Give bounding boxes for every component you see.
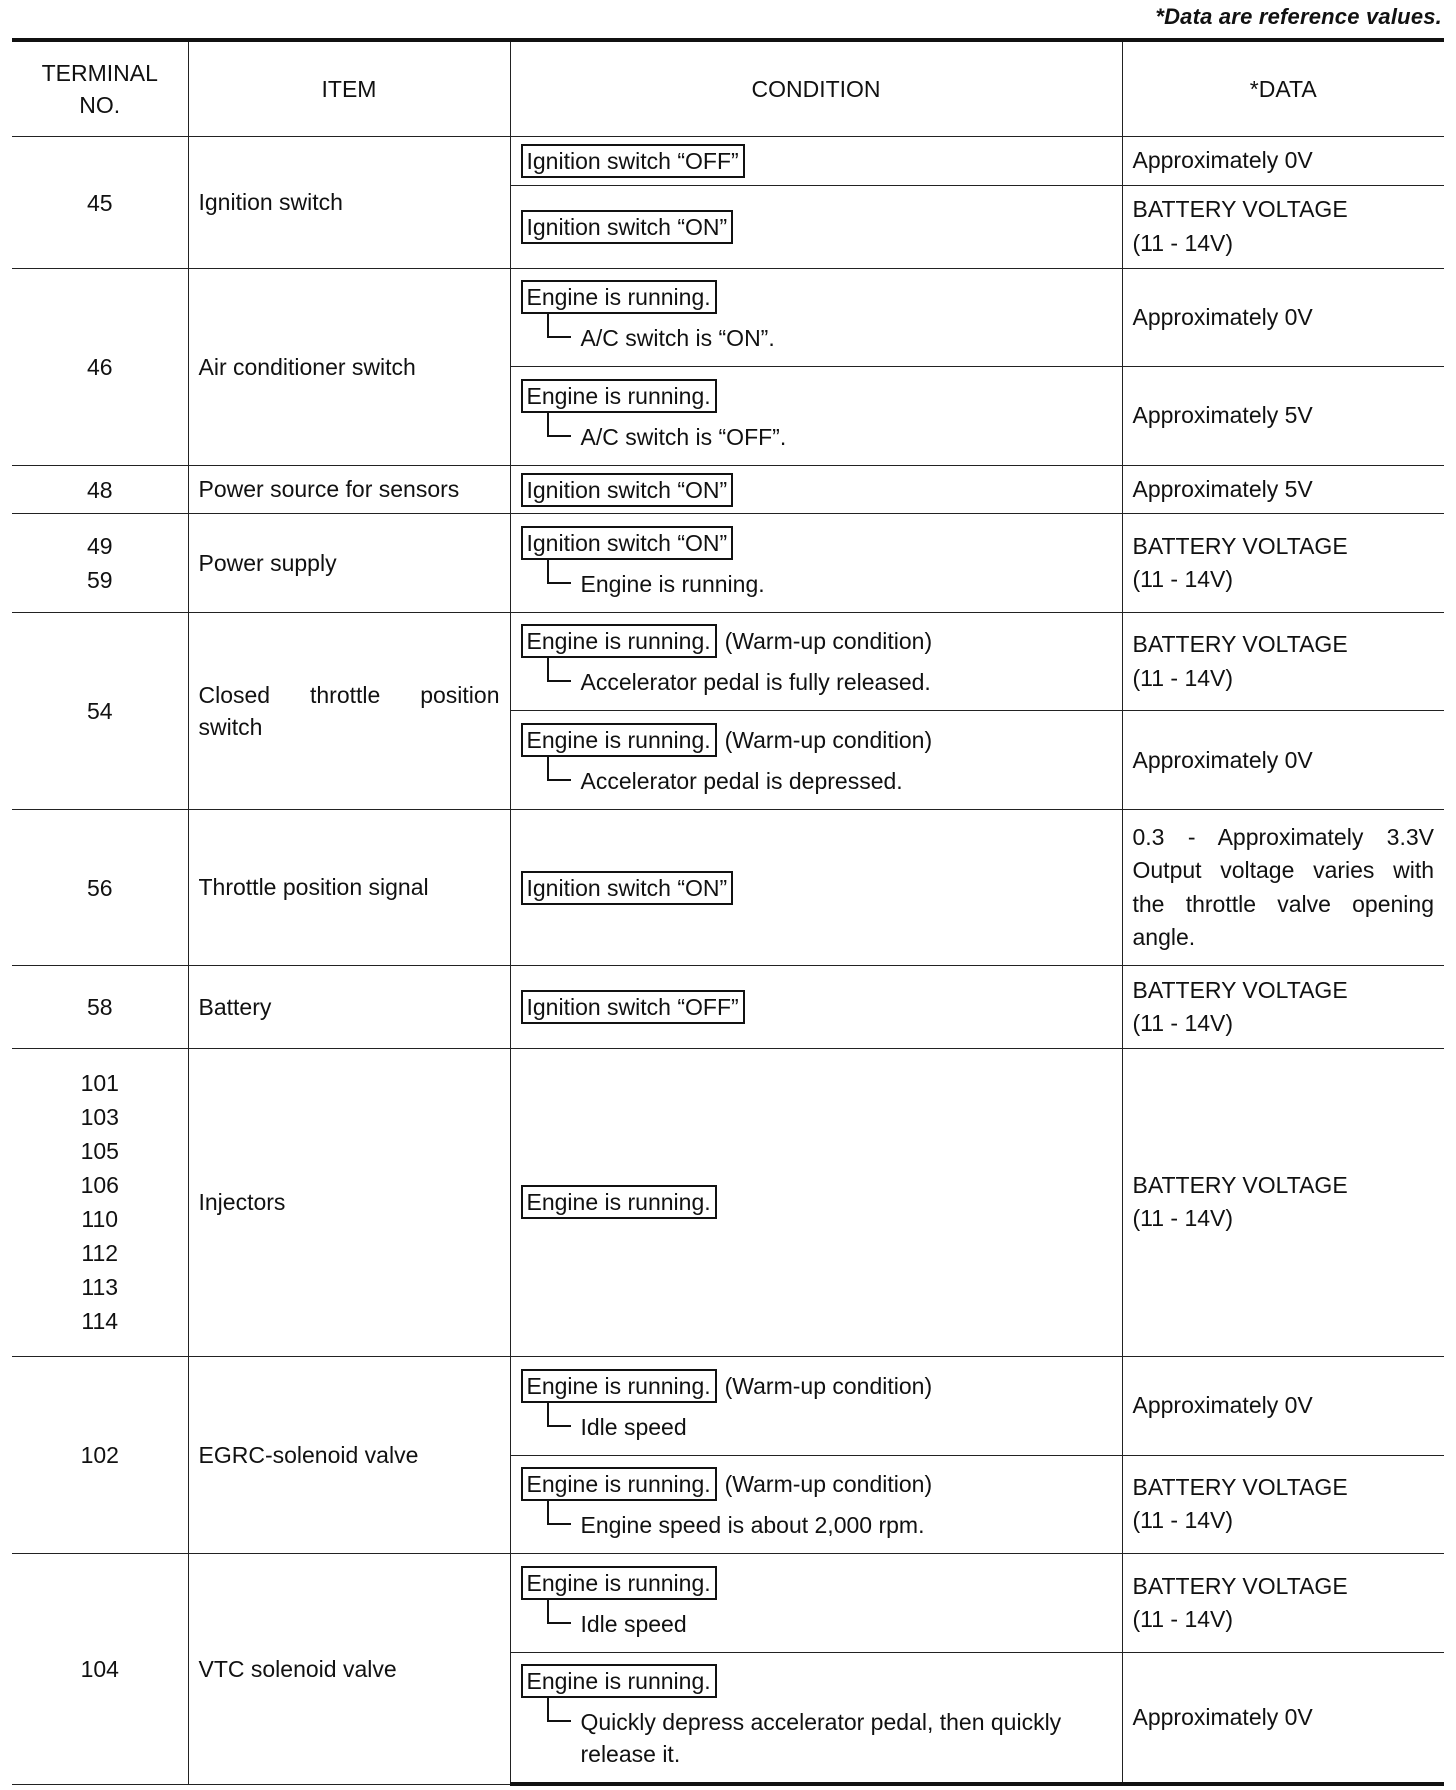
terminal-cell [12, 1048, 188, 1356]
data-line: (11 - 14V) [1132, 1605, 1234, 1632]
terminal-number: 104 [80, 1655, 119, 1682]
header-data [1122, 40, 1444, 137]
data-cell [1122, 137, 1444, 185]
table-row [12, 809, 1444, 965]
terminal-cell [12, 1554, 188, 1784]
condition-line [521, 280, 1112, 314]
terminal-number: 49 [86, 532, 113, 559]
header-data-label: *DATA [1249, 76, 1317, 103]
condition-subitem: Idle speed [547, 1608, 1112, 1640]
condition-subitem: Accelerator pedal is fully released. [547, 666, 1112, 698]
data-line: (11 - 14V) [1132, 229, 1234, 256]
header-condition [510, 40, 1122, 137]
condition-line [521, 1664, 1112, 1698]
terminal-cell [12, 465, 188, 513]
condition-cell [510, 612, 1122, 711]
condition-subitem: A/C switch is “OFF”. [547, 421, 1112, 453]
data-line: (11 - 14V) [1132, 565, 1234, 592]
item-cell: Throttle position signal [188, 809, 510, 965]
data-line: Approximately 0V [1132, 746, 1313, 773]
data-line: BATTERY VOLTAGE [1132, 631, 1348, 658]
data-line: BATTERY VOLTAGE [1132, 532, 1348, 559]
terminal-number: 59 [86, 566, 113, 593]
condition-box: Engine is running. [521, 379, 717, 413]
data-line: (11 - 14V) [1132, 1009, 1234, 1036]
condition-cell [510, 185, 1122, 268]
data-cell [1122, 514, 1444, 613]
condition-note: (Warm-up condition) [724, 628, 933, 655]
condition-subitem: A/C switch is “ON”. [547, 322, 1112, 354]
terminal-cell [12, 514, 188, 613]
terminal-number: 103 [80, 1104, 119, 1131]
data-line: Approximately 0V [1132, 1392, 1313, 1419]
terminal-number: 54 [86, 697, 113, 724]
condition-cell [510, 1455, 1122, 1554]
data-line: the throttle valve opening [1132, 890, 1434, 917]
terminal-cell [12, 1356, 188, 1553]
terminal-cell [12, 268, 188, 465]
condition-line [521, 1467, 1112, 1501]
terminal-cell [12, 612, 188, 809]
condition-line [521, 473, 1112, 507]
condition-box: Engine is running. [521, 1185, 717, 1219]
condition-subitem: Engine is running. [547, 568, 1112, 600]
data-line: 0.3 - Approximately 3.3V [1132, 823, 1434, 850]
condition-subitem: Accelerator pedal is depressed. [547, 765, 1112, 797]
condition-box: Ignition switch “ON” [521, 210, 734, 244]
data-cell [1122, 1048, 1444, 1356]
condition-box: Engine is running. [521, 280, 717, 314]
data-line: (11 - 14V) [1132, 1205, 1234, 1232]
data-line: BATTERY VOLTAGE [1132, 976, 1348, 1003]
terminal-cell [12, 137, 188, 268]
table-row [12, 514, 1444, 613]
terminal-number: 105 [80, 1138, 119, 1165]
data-line: Output voltage varies with [1132, 857, 1434, 884]
table-row [12, 612, 1444, 711]
condition-line [521, 990, 1112, 1024]
data-cell [1122, 1554, 1444, 1653]
data-line: angle. [1132, 923, 1196, 950]
table-row [12, 966, 1444, 1049]
terminal-number: 46 [86, 353, 113, 380]
condition-cell [510, 1356, 1122, 1455]
condition-cell [510, 137, 1122, 185]
table-row [12, 465, 1444, 513]
condition-box: Engine is running. [521, 1467, 717, 1501]
item-cell: Power supply [188, 514, 510, 613]
condition-note: (Warm-up condition) [724, 1471, 933, 1498]
header-condition-label: CONDITION [751, 76, 881, 103]
data-line: Approximately 5V [1132, 402, 1313, 429]
terminal-number: 114 [81, 1308, 119, 1335]
terminal-number: 113 [81, 1274, 119, 1301]
table-row [12, 137, 1444, 185]
condition-cell [510, 711, 1122, 810]
condition-note: (Warm-up condition) [724, 727, 933, 754]
condition-line [521, 144, 1112, 178]
data-cell [1122, 809, 1444, 965]
condition-subitem: Engine speed is about 2,000 rpm. [547, 1509, 1112, 1541]
condition-cell [510, 1554, 1122, 1653]
item-cell: Closed throttle position switch [188, 612, 510, 809]
condition-cell [510, 1048, 1122, 1356]
table-row [12, 1356, 1444, 1455]
condition-box: Engine is running. [521, 1566, 717, 1600]
condition-line [521, 1185, 1112, 1219]
condition-line [521, 624, 1112, 658]
header-item-label: ITEM [321, 76, 377, 103]
condition-subitem: Idle speed [547, 1411, 1112, 1443]
condition-box: Engine is running. [521, 723, 717, 757]
condition-line [521, 526, 1112, 560]
item-cell: Battery [188, 966, 510, 1049]
data-line: BATTERY VOLTAGE [1132, 1572, 1348, 1599]
item-cell: Power source for sensors [188, 465, 510, 513]
terminal-number: 102 [80, 1442, 119, 1469]
data-cell [1122, 1455, 1444, 1554]
table-row [12, 1554, 1444, 1653]
data-cell [1122, 367, 1444, 466]
terminal-number: 110 [81, 1206, 119, 1233]
condition-box: Ignition switch “OFF” [521, 144, 745, 178]
item-cell: EGRC-solenoid valve [188, 1356, 510, 1553]
data-line: Approximately 5V [1132, 475, 1313, 502]
condition-box: Engine is running. [521, 1664, 717, 1698]
condition-note: (Warm-up condition) [724, 1372, 933, 1399]
data-line: BATTERY VOLTAGE [1132, 196, 1348, 223]
condition-cell [510, 1652, 1122, 1784]
condition-line [521, 871, 1112, 905]
terminal-number: 58 [86, 993, 113, 1020]
condition-cell [510, 465, 1122, 513]
terminal-cell [12, 966, 188, 1049]
terminal-number: 112 [81, 1240, 119, 1267]
condition-cell [510, 809, 1122, 965]
data-line: Approximately 0V [1132, 303, 1313, 330]
data-line: Approximately 0V [1132, 1703, 1313, 1730]
terminal-number: 48 [86, 476, 113, 503]
data-cell [1122, 612, 1444, 711]
data-cell [1122, 1356, 1444, 1455]
condition-line [521, 1369, 1112, 1403]
condition-line [521, 379, 1112, 413]
data-cell [1122, 465, 1444, 513]
data-line: BATTERY VOLTAGE [1132, 1172, 1348, 1199]
data-line: (11 - 14V) [1132, 664, 1234, 691]
data-line: Approximately 0V [1132, 147, 1313, 174]
terminal-number: 106 [80, 1172, 119, 1199]
header-item [188, 40, 510, 137]
data-line: BATTERY VOLTAGE [1132, 1474, 1348, 1501]
terminal-cell [12, 809, 188, 965]
header-terminal [12, 40, 188, 137]
data-cell [1122, 268, 1444, 367]
condition-line [521, 723, 1112, 757]
condition-subitem: Quickly depress accelerator pedal, then quickly release it. [547, 1706, 1112, 1770]
header-terminal-label: TERMINAL NO. [41, 60, 158, 119]
item-cell: Ignition switch [188, 137, 510, 268]
item-cell: VTC solenoid valve [188, 1554, 510, 1784]
terminal-data-table [12, 38, 1444, 1786]
data-cell [1122, 185, 1444, 268]
table-row [12, 1048, 1444, 1356]
condition-box: Engine is running. [521, 624, 717, 658]
data-line: (11 - 14V) [1132, 1507, 1234, 1534]
condition-box: Ignition switch “ON” [521, 473, 734, 507]
condition-box: Ignition switch “OFF” [521, 990, 745, 1024]
item-cell: Air conditioner switch [188, 268, 510, 465]
condition-box: Engine is running. [521, 1369, 717, 1403]
terminal-number: 101 [80, 1070, 119, 1097]
condition-line [521, 1566, 1112, 1600]
condition-cell [510, 966, 1122, 1049]
terminal-number: 56 [86, 874, 113, 901]
condition-cell [510, 514, 1122, 613]
data-cell [1122, 1652, 1444, 1784]
data-cell [1122, 966, 1444, 1049]
condition-box: Ignition switch “ON” [521, 526, 734, 560]
condition-cell [510, 367, 1122, 466]
data-cell [1122, 711, 1444, 810]
item-cell: Injectors [188, 1048, 510, 1356]
terminal-number: 45 [86, 189, 113, 216]
reference-note: *Data are reference values. [1155, 4, 1442, 29]
condition-line [521, 210, 1112, 244]
table-row [12, 268, 1444, 367]
condition-box: Ignition switch “ON” [521, 871, 734, 905]
condition-cell [510, 268, 1122, 367]
header-row [12, 40, 1444, 137]
